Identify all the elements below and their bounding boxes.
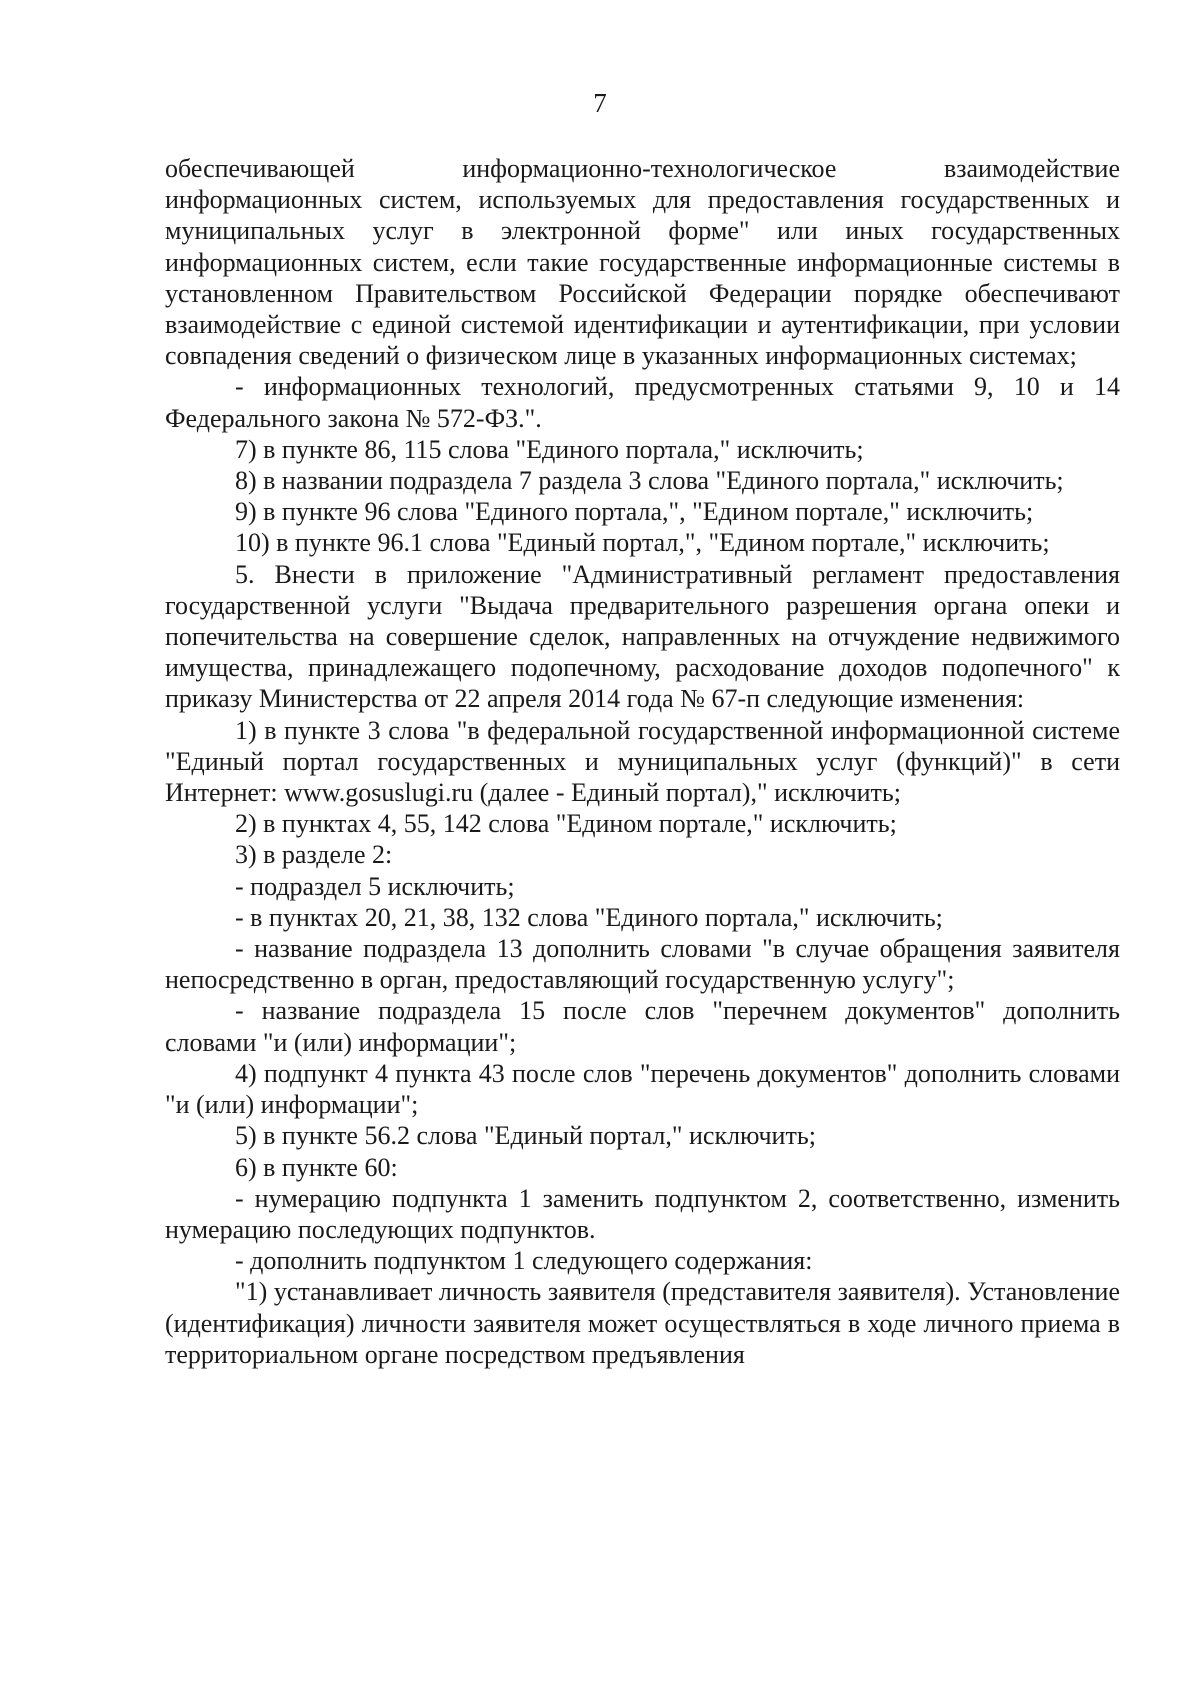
- document-body: [165, 153, 1120, 1370]
- paragraph-item: 10) в пункте 96.1 слова "Единый портал,", "Едином портале," исключить;: [235, 528, 1050, 558]
- paragraph-item: - дополнить подпунктом 1 следующего содержания:: [235, 1246, 813, 1276]
- paragraph-item: 5) в пункте 56.2 слова "Единый портал," исключить;: [235, 1121, 816, 1151]
- paragraph-item: 7) в пункте 86, 115 слова "Единого портала," исключить;: [235, 434, 864, 464]
- paragraph-section-5: 5. Внести в приложение "Административный регламент предоставления государственной услуги "Выдача предварительного разрешения органа опеки и попечительства на совершение сделок, направленных на отчуждение недвижимого имущества, принадлежащего подопечному, расходование доходов подопечного" к приказу Министерства от 22 апреля 2014 года № 67-п следующие изменения:: [165, 559, 1120, 714]
- paragraph-item: "1) устанавливает личность заявителя (представителя заявителя). Установление (идентификация) личности заявителя может осуществляться в ходе личного приема в территориальном органе посредством предъявления: [165, 1277, 1120, 1369]
- paragraph-item: 6) в пункте 60:: [235, 1152, 398, 1182]
- paragraph-item: - нумерацию подпункта 1 заменить подпунктом 2, соответственно, изменить нумерацию последующих подпунктов.: [165, 1183, 1120, 1244]
- paragraph-item: 1) в пункте 3 слова "в федеральной государственной информационной системе "Единый портал государственных и муниципальных услуг (функций)" в сети Интернет: www.gosuslugi.ru (далее - Единый портал)," исключить;: [165, 715, 1120, 808]
- paragraph-item: 8) в названии подраздела 7 раздела 3 слова "Единого портала," исключить;: [235, 466, 1064, 496]
- paragraph-item: 9) в пункте 96 слова "Единого портала,", "Едином портале," исключить;: [235, 497, 1034, 527]
- paragraph-item: 4) подпункт 4 пункта 43 после слов "перечень документов" дополнить словами "и (или) информации";: [165, 1058, 1120, 1120]
- paragraph-item: - подраздел 5 исключить;: [235, 871, 515, 901]
- paragraph-item: - в пунктах 20, 21, 38, 132 слова "Единого портала," исключить;: [235, 902, 943, 932]
- paragraph-item: 2) в пунктах 4, 55, 142 слова "Едином портале," исключить;: [235, 809, 897, 839]
- paragraph-item: 3) в разделе 2:: [235, 840, 393, 870]
- paragraph-item: - информационных технологий, предусмотренных статьями 9, 10 и 14 Федерального закона № 572-ФЗ.".: [165, 372, 1120, 433]
- paragraph-continuation: обеспечивающей информационно-технологическое взаимодействие информационных систем, используемых для предоставления государственных и муниципальных услуг в электронной форме" или иных государственных информационных систем, если такие государственные информационные системы в установленном Правительством Российской Федерации порядке обеспечивают взаимодействие с единой системой идентификации и аутентификации, при условии совпадения сведений о физическом лице в указанных информационных системах;: [165, 154, 1120, 371]
- page-number: 7: [593, 88, 607, 118]
- paragraph-item: - название подраздела 13 дополнить словами "в случае обращения заявителя непосредственно в орган, предоставляющий государственную услугу";: [165, 934, 1120, 995]
- paragraph-item: - название подраздела 15 после слов "перечнем документов" дополнить словами "и (или) информации";: [165, 996, 1120, 1057]
